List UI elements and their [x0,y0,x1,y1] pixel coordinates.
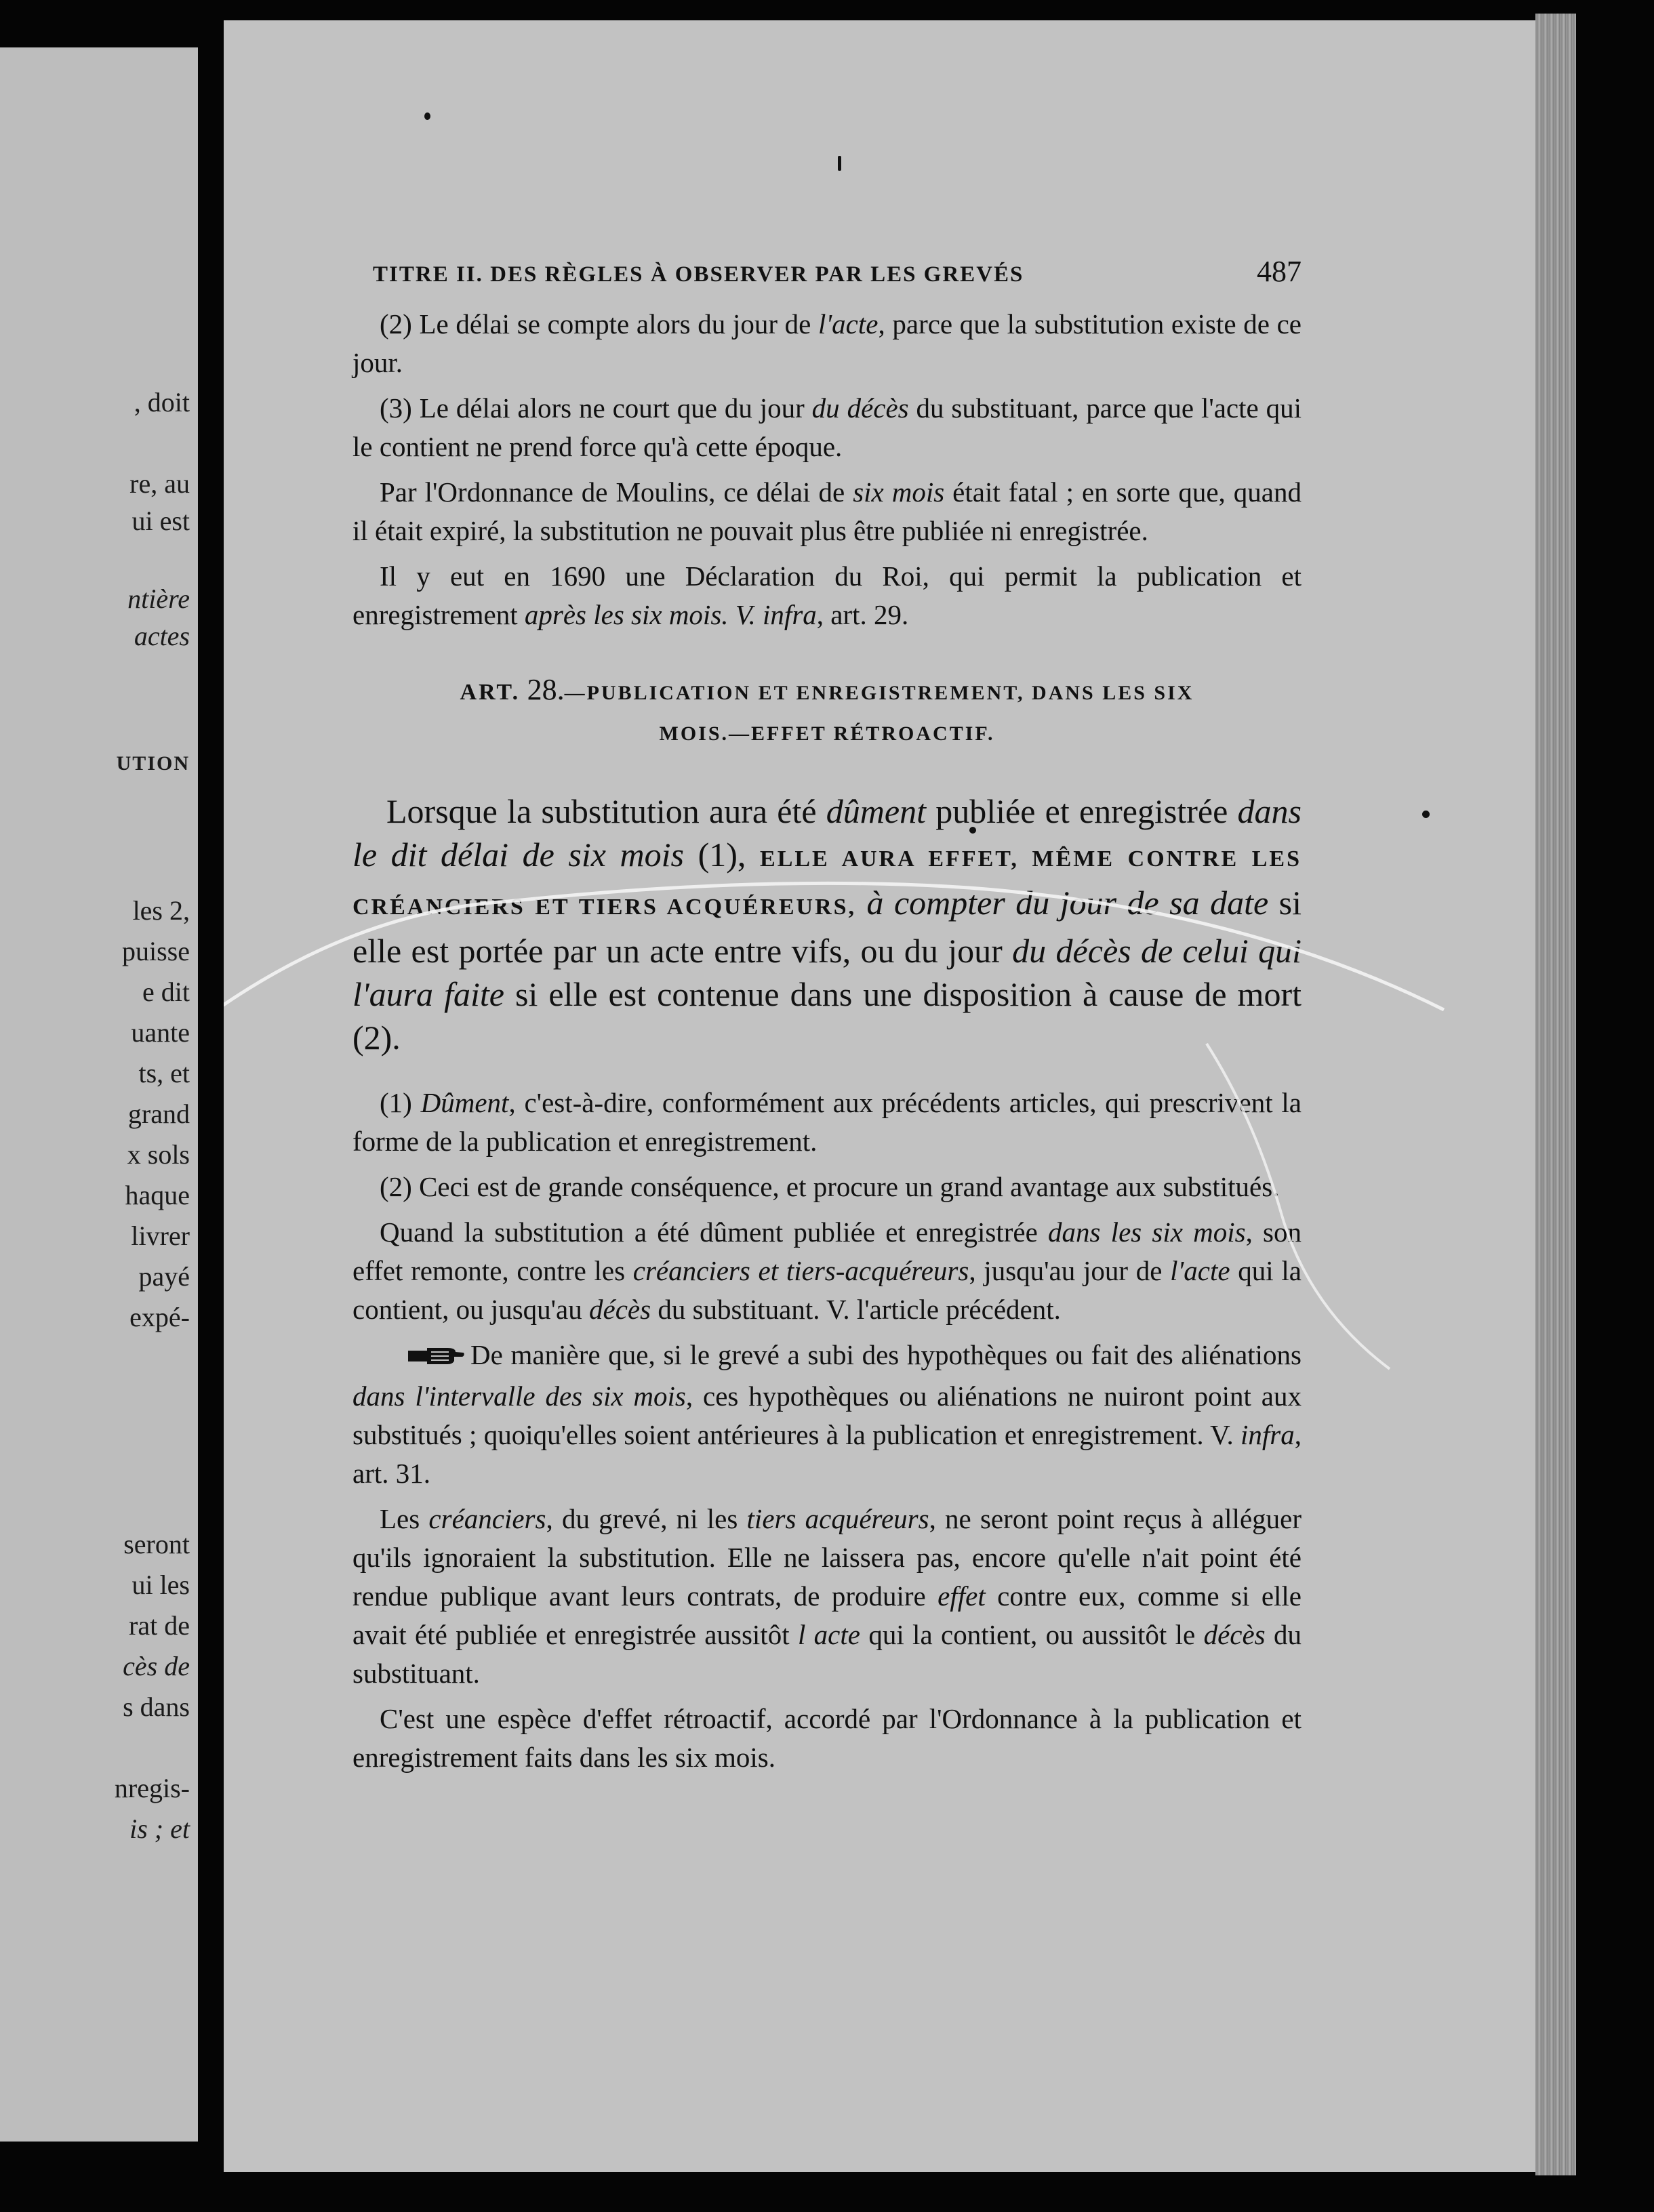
article-heading-line-1: ART. 28.—PUBLICATION ET ENREGISTREMENT, DANS LES SIX [460,673,1194,706]
running-title: TITRE II. DES RÈGLES À OBSERVER PAR LES GREVÉS [373,262,1024,287]
book-page-edges [1535,14,1576,2175]
right-page [224,20,1535,2172]
page-number: 487 [1257,255,1302,288]
left-page-text-fragment: uante [131,1017,190,1048]
left-page-text-fragment: s dans [123,1692,190,1722]
running-header [352,254,1302,289]
left-page-fragment [0,47,198,2142]
footnote-3-top: (3) Le délai alors ne court que du jour du décès du substituant, parce que l'acte qui le contient ne prend force qu'à cette époque. [352,392,1302,462]
left-page-text-fragment: ui est [132,506,190,536]
left-page-text-fragment: seront [123,1529,190,1559]
left-page-text-fragment: is ; et [129,1814,190,1844]
footnote-2-top: (2) Le délai se compte alors du jour de l'acte, parce que la substitution existe de ce jour. [352,308,1302,378]
article-heading-line-2: MOIS.—EFFET RÉTROACTIF. [659,722,995,745]
left-page-text-fragment: cès de [123,1651,190,1681]
note-paragraph-de-maniere: De manière que, si le grevé a subi des hypothèques ou fait des aliénations dans l'intervalle des six mois, ces hypothèques ou aliénations ne nuiront point aux substitués ; quoiqu'elles soient antérieures à la publication et enregistrement. V. infra, art. 31. [352,1339,1302,1489]
left-page-text-fragment: payé [138,1261,190,1292]
left-page-text-fragment: rat de [129,1610,190,1641]
note-paragraph-moulins: Par l'Ordonnance de Moulins, ce délai de six mois était fatal ; en sorte que, quand il était expiré, la substitution ne pouvait plus être publiée ni enregistrée. [352,476,1302,546]
left-page-text-fragment: haque [125,1180,190,1210]
scan-border [1576,0,1654,2212]
left-page-text-fragment: re, au [129,468,190,499]
left-page-text-fragment: nregis- [114,1773,190,1803]
ink-speck [424,112,430,120]
left-page-text-fragment: ui les [132,1570,190,1600]
left-page-text-fragment: livrer [131,1221,190,1251]
left-page-text-fragment: , doit [134,387,190,417]
note-paragraph-retroactif: C'est une espèce d'effet rétroactif, accordé par l'Ordonnance à la publication et enregistrement faits dans les six mois. [352,1703,1302,1773]
note-paragraph-quand: Quand la substitution a été dûment publiée et enregistrée dans les six mois, son effet remonte, contre les créanciers et tiers-acquéreurs, jusqu'au jour de l'acte qui la contient, ou jusqu'au décès du substituant. V. l'article précédent. [352,1216,1302,1325]
left-page-text-fragment: ts, et [138,1058,190,1088]
note-paragraph-1690: Il y eut en 1690 une Déclaration du Roi, qui permit la publication et enregistrement après les six mois. V. infra, art. 29. [352,560,1302,630]
left-page-text-fragment: grand [127,1099,190,1129]
left-page-text-fragment: x sols [127,1139,190,1170]
left-page-text-fragment: UTION [116,752,190,775]
left-page-text-fragment: ntière [127,583,190,614]
article-body: Lorsque la substitution aura été dûment publiée et enregistrée dans le dit délai de six mois (1), ELLE AURA EFFET, MÊME CONTRE LES CRÉANCIERS ET TIERS ACQUÉREURS, à compter du jour de sa date si elle est portée par un acte entre vifs, ou du jour du décès de celui qui l'aura faite si elle est contenue dans une disposition à cause de mort (2). [352,792,1302,1057]
article-heading [352,670,1302,754]
ink-speck [1422,811,1430,818]
page-content [352,254,1302,1784]
footnote-1: (1) Dûment, c'est-à-dire, conformément aux précédents articles, qui prescrivent la forme de la publication et enregistrement. [352,1087,1302,1157]
ink-speck [838,156,841,171]
left-page-text-fragment: expé- [129,1302,190,1332]
left-page-text-fragment: les 2, [132,895,190,926]
footnote-2: (2) Ceci est de grande conséquence, et procure un grand avantage aux substitués. [380,1171,1280,1202]
pointing-hand-icon [380,1338,465,1377]
left-page-text-fragment: puisse [122,936,190,966]
note-paragraph-creanciers: Les créanciers, du grevé, ni les tiers acquéreurs, ne seront point reçus à alléguer qu'ils ignoraient la substitution. Elle ne laissera pas, encore qu'elle n'ait point été rendue publique avant leurs contrats, de produire effet contre eux, comme si elle avait été publiée et enregistrée aussitôt l acte qui la contient, ou aussitôt le décès du substituant. [352,1503,1302,1689]
left-page-text-fragment: e dit [142,977,190,1007]
left-page-text-fragment: actes [134,621,190,651]
